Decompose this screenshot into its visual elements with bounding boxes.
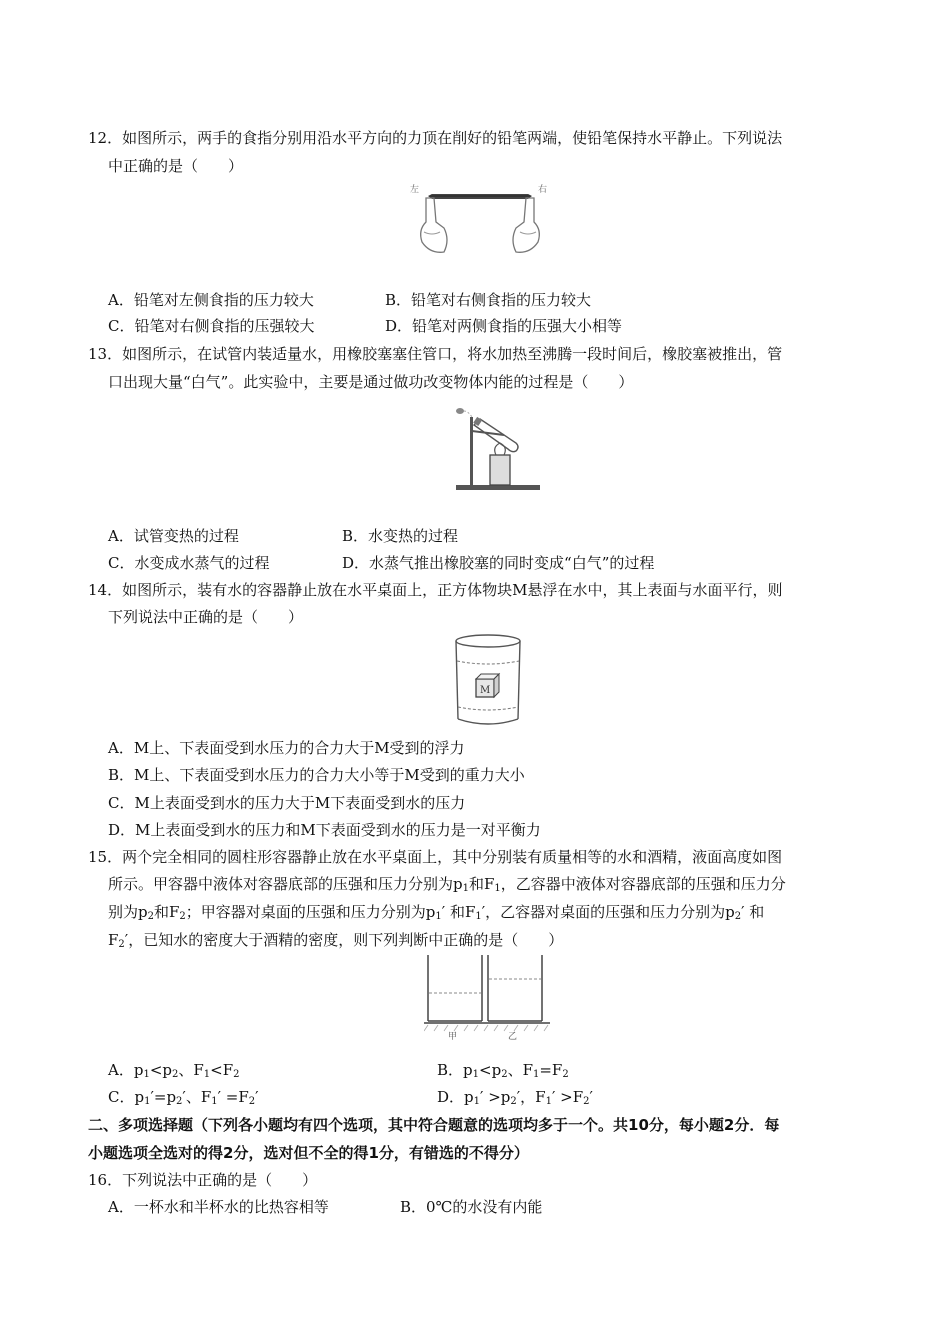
q12-option-a: A．铅笔对左侧食指的压力较大 <box>108 291 314 309</box>
q12-stem-line2: 中正确的是（ ） <box>108 157 244 175</box>
q15-figure-right-label: 乙 <box>508 1032 518 1041</box>
q14-option-c: C．M上表面受到水的压力大于M下表面受到水的压力 <box>108 794 466 812</box>
q13-stem-line2: 口出现大量“白气”。此实验中，主要是通过做功改变物体内能的过程是（ ） <box>108 373 634 391</box>
q14-figure-block-label: M <box>480 685 491 696</box>
q13-stem-line1: 13．如图所示，在试管内装适量水，用橡胶塞塞住管口，将水加热至沸腾一段时间后，橡胶塞被推出，管 <box>88 345 783 363</box>
q14-option-d: D．M上表面受到水的压力和M下表面受到水的压力是一对平衡力 <box>108 821 541 839</box>
q13-option-b: B．水变热的过程 <box>342 527 459 545</box>
q14-stem-line1: 14．如图所示，装有水的容器静止放在水平桌面上，正方体物块M悬浮在水中，其上表面与水面平行，则 <box>88 581 783 599</box>
q12-option-c: C．铅笔对右侧食指的压强较大 <box>108 317 315 335</box>
q15-figure-left-label: 甲 <box>448 1032 458 1041</box>
q16-option-b: B．0℃的水没有内能 <box>400 1198 543 1216</box>
q12-pencil-figure <box>410 180 550 262</box>
q15-stem-line1: 15．两个完全相同的圆柱形容器静止放在水平桌面上，其中分别装有质量相等的水和酒精，液面高度如图 <box>88 848 783 866</box>
q13-test-tube-figure <box>452 397 542 497</box>
section2-heading-line2: 小题选项全选对的得2分，选对但不全的得1分，有错选的不得分） <box>88 1144 529 1162</box>
q14-option-a: A．M上、下表面受到水压力的合力大于M受到的浮力 <box>108 739 465 757</box>
q16-option-a: A．一杯水和半杯水的比热容相等 <box>108 1198 329 1216</box>
q12-stem-line1: 12．如图所示，两手的食指分别用沿水平方向的力顶在削好的铅笔两端，使铅笔保持水平静止。下列说法 <box>88 129 783 147</box>
q13-option-d: D．水蒸气推出橡胶塞的同时变成“白气”的过程 <box>342 554 655 572</box>
q12-figure-right-label: 右 <box>538 185 548 195</box>
section2-heading-line1: 二、多项选择题（下列各小题均有四个选项，其中符合题意的选项均多于一个。共10分，每小题2分．每 <box>88 1116 780 1134</box>
q13-option-a: A．试管变热的过程 <box>108 527 239 545</box>
q15-option-b: B．$p_1<p_2$、$F_1=F_2$ <box>437 1061 569 1080</box>
q14-option-b: B．M上、下表面受到水压力的合力大小等于M受到的重力大小 <box>108 766 525 784</box>
q12-option-d: D．铅笔对两侧食指的压强大小相等 <box>385 317 623 335</box>
q12-figure-left-label: 左 <box>410 185 420 195</box>
q15-stem-line2: 所示。甲容器中液体对容器底部的压强和压力分别为$p_1$和$F_1$，乙容器中液体对容器底部的压强和压力分 <box>108 875 786 894</box>
q15-option-c: C．$p_1'=p_2'$、$F_1' =F_2'$ <box>108 1088 259 1107</box>
q15-stem-line3: 别为$p_2$和$F_2$；甲容器对桌面的压强和压力分别为$p_1'$ 和$F_1'$，乙容器对桌面的压强和压力分别为$p_2'$ 和 <box>108 903 765 922</box>
q15-containers-figure <box>424 953 550 1041</box>
q13-option-c: C．水变成水蒸气的过程 <box>108 554 270 572</box>
q14-container-figure <box>450 631 526 731</box>
q15-stem-line4: $F_2'$，已知水的密度大于酒精的密度，则下列判断中正确的是（ ） <box>108 931 564 950</box>
q16-stem: 16．下列说法中正确的是（ ） <box>88 1171 318 1189</box>
q15-option-d: D．$p_1' >p_2'$，$F_1' >F_2'$ <box>437 1088 593 1107</box>
q14-stem-line2: 下列说法中正确的是（ ） <box>108 608 304 626</box>
q12-option-b: B．铅笔对右侧食指的压力较大 <box>385 291 592 309</box>
q15-option-a: A．$p_1<p_2$、$F_1<F_2$ <box>108 1061 240 1080</box>
